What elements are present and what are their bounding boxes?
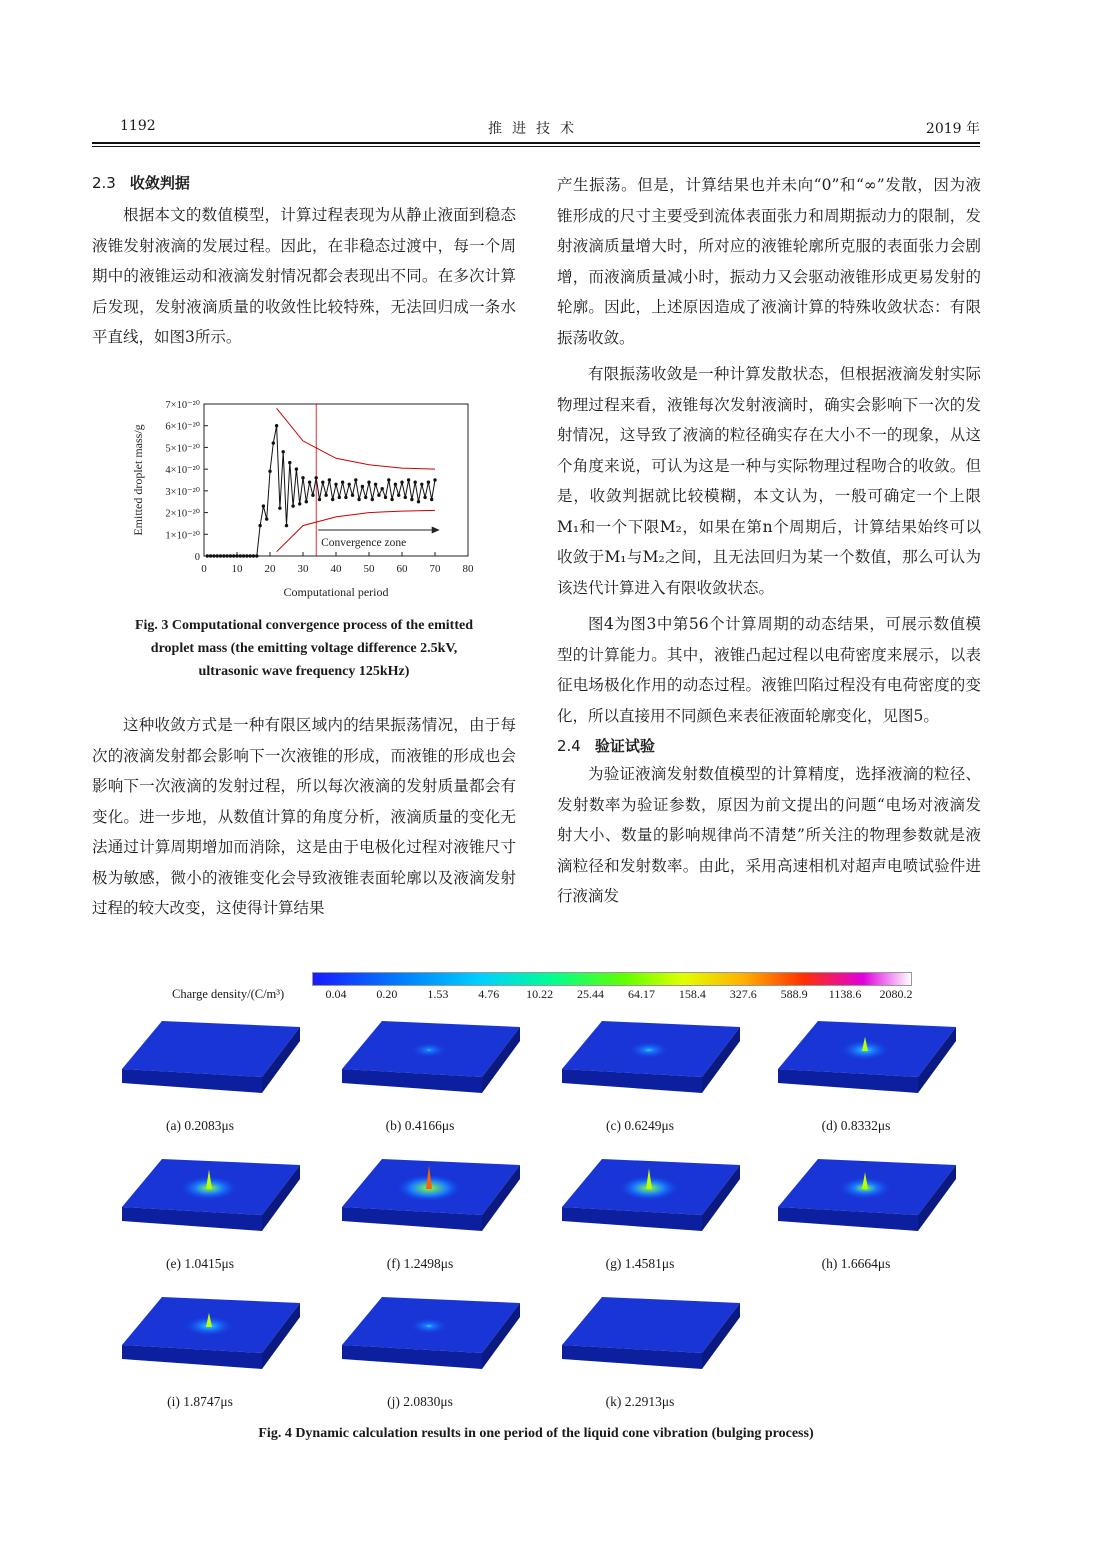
- y-tick-label: 7×10⁻²⁰: [165, 400, 200, 411]
- panel-label: (j) 2.0830μs: [387, 1394, 453, 1409]
- data-point: [420, 483, 423, 486]
- data-point: [341, 481, 344, 484]
- paragraph: 图4为图3中第56个计算周期的动态结果，可展示数值模型的计算能力。其中，液锥凸起过程以电荷密度来展示，以表征电场极化作用的动态过程。液锥凹陷过程没有电荷密度的变化，所以直接用不同颜色来表征液面轮廓变化，见图5。: [557, 615, 981, 725]
- data-point: [282, 450, 285, 453]
- colorbar-tick-label: 64.17: [627, 987, 655, 1001]
- data-point: [258, 524, 261, 527]
- data-point: [417, 500, 420, 503]
- data-point: [371, 498, 374, 501]
- data-point: [334, 483, 337, 486]
- simulation-panel: [112, 1014, 312, 1124]
- y-tick-label: 1×10⁻²⁰: [165, 530, 200, 542]
- y-tick-label: 3×10⁻²⁰: [165, 486, 200, 498]
- y-tick-label: 6×10⁻²⁰: [165, 421, 200, 433]
- convergence-zone-label: Convergence zone: [321, 537, 407, 550]
- simulation-panel: [552, 1152, 752, 1262]
- charge-spot: [627, 1041, 670, 1059]
- data-point: [229, 554, 232, 557]
- left-column-bottom: [92, 710, 516, 924]
- colorbar-tick-label: 4.76: [478, 987, 500, 1001]
- data-point: [331, 498, 334, 501]
- section-heading-2-3: [92, 170, 516, 196]
- panel-label: (k) 2.2913μs: [605, 1394, 675, 1409]
- data-point: [255, 554, 258, 557]
- fig3-chart: [120, 392, 490, 614]
- data-point: [232, 554, 235, 557]
- upper-envelope-line: [277, 408, 435, 469]
- y-tick-label: 2×10⁻²⁰: [165, 508, 200, 520]
- paragraph: 这种收敛方式是一种有限区域内的结果振荡情况，由于每次的液滴发射都会影响下一次液锥的形成，而液锥的形成也会影响下一次液滴的发射过程，所以每次液滴的发射质量都会有变化。进一步地，从数值计算的角度分析，液滴质量的变化无法通过计算周期增加而消除，这是由于电极化过程对液锥尺寸极为敏感，微小的液锥变化会导致液锥表面轮廓以及液滴发射过程的较大改变，这使得计算结果: [92, 716, 516, 917]
- data-point: [364, 496, 367, 499]
- data-point: [390, 498, 393, 501]
- simulation-panel: [332, 1014, 532, 1124]
- simulation-panel: [768, 1152, 968, 1262]
- data-point: [338, 496, 341, 499]
- data-point: [348, 483, 351, 486]
- y-tick-label: 4×10⁻²⁰: [165, 465, 200, 477]
- panel-label: (d) 0.8332μs: [821, 1118, 891, 1133]
- data-point: [321, 481, 324, 484]
- data-point: [367, 481, 370, 484]
- charge-spot: [410, 1042, 449, 1059]
- data-point: [354, 478, 357, 481]
- data-point: [423, 496, 426, 499]
- x-tick-label: 80: [462, 563, 474, 575]
- header-rule: [92, 142, 980, 144]
- data-point: [410, 498, 413, 501]
- section-heading-2-4: [557, 733, 981, 759]
- simulation-panel: [112, 1152, 312, 1262]
- panel-label: (h) 1.6664μs: [821, 1256, 891, 1271]
- data-point: [433, 478, 436, 481]
- section-number: 2.4: [557, 737, 581, 755]
- data-point: [351, 494, 354, 497]
- data-point: [249, 554, 252, 557]
- data-point: [288, 461, 291, 464]
- panel-label: (c) 0.6249μs: [606, 1118, 674, 1133]
- data-point: [324, 494, 327, 497]
- data-point: [245, 554, 248, 557]
- data-point: [298, 502, 301, 505]
- colorbar-tick-label: 158.4: [678, 987, 706, 1001]
- data-point: [295, 467, 298, 470]
- data-point: [268, 470, 271, 473]
- data-point: [308, 481, 311, 484]
- fig3-caption-line: droplet mass (the emitting voltage difference 2.5kV,: [150, 641, 458, 656]
- data-point: [305, 500, 308, 503]
- simulation-panel: [552, 1014, 752, 1124]
- fig3-caption: [92, 614, 516, 683]
- simulation-panel: [332, 1290, 532, 1400]
- data-point: [225, 554, 228, 557]
- panel-label: (f) 1.2498μs: [386, 1256, 454, 1271]
- paragraph: 有限振荡收敛是一种计算发散状态，但根据液滴发射实际物理过程来看，液锥每次发射液滴时，确实会影响下一次的发射情况，这导致了液滴的粒径确实存在大小不一的现象，从这个角度来说，可认为这是一种与实际物理过程吻合的收敛。但是，收敛判据就比较模糊，本文认为，一般可确定一个上限M₁和一个下限M₂，如果在第n个周期后，计算结果始终可以收敛于M₁与M₂之间，且无法回归为某一个数值，那么可认为该迭代计算进入有限收敛状态。: [557, 365, 981, 597]
- simulation-panel: [552, 1290, 752, 1400]
- data-point: [427, 481, 430, 484]
- data-point: [357, 498, 360, 501]
- data-point: [206, 554, 209, 557]
- data-point: [404, 496, 407, 499]
- arrow-head: [432, 526, 440, 533]
- x-tick-label: 50: [363, 563, 375, 575]
- data-point: [272, 441, 275, 444]
- charge-spot: [408, 1317, 449, 1334]
- x-tick-label: 70: [429, 563, 441, 575]
- colorbar-tick-label: 0.04: [325, 987, 347, 1001]
- panel-label: (i) 1.8747μs: [167, 1394, 233, 1409]
- colorbar-tick-label: 25.44: [577, 987, 605, 1001]
- data-point: [344, 496, 347, 499]
- data-point: [315, 476, 318, 479]
- paragraph: 根据本文的数值模型，计算过程表现为从静止液面到稳态液锥发射液滴的发展过程。因此，在非稳态过渡中，每一个周期中的液锥运动和液滴发射情况都会表现出不同。在多次计算后发现，发射液滴质量的收敛性比较特殊，无法回归成一条水平直线，如图3所示。: [92, 206, 516, 346]
- simulation-panel: [332, 1152, 532, 1262]
- simulation-panel: [112, 1290, 312, 1400]
- data-point: [328, 478, 331, 481]
- data-point: [414, 481, 417, 484]
- data-point: [239, 554, 242, 557]
- left-column-top: [92, 170, 516, 353]
- data-point: [377, 494, 380, 497]
- right-column: [557, 170, 981, 912]
- y-tick-label: 0: [194, 552, 200, 563]
- panel-label: (e) 1.0415μs: [166, 1256, 234, 1271]
- data-point: [265, 517, 268, 520]
- section-title: 验证试验: [594, 737, 655, 755]
- page-number: 1192: [120, 118, 156, 134]
- x-tick-label: 30: [297, 563, 309, 575]
- data-point: [222, 554, 225, 557]
- simulation-panel: [768, 1014, 968, 1124]
- x-tick-label: 20: [264, 563, 276, 575]
- plot-frame: [204, 404, 468, 556]
- colorbar-ticks: [318, 987, 913, 1003]
- colorbar-tick-label: 588.9: [780, 987, 808, 1001]
- data-point: [318, 498, 321, 501]
- x-axis-label: Computational period: [283, 585, 389, 599]
- data-point: [387, 478, 390, 481]
- journal-name: 推进技术: [488, 121, 584, 137]
- data-point: [235, 554, 238, 557]
- paragraph: 产生振荡。但是，计算结果也并未向“0”和“∞”发散，因为液锥形成的尺寸主要受到流体表面张力和周期振动力的限制，发射液滴质量增大时，所对应的液锥轮廓所克服的表面张力会剧增，而液滴质量减小时，振动力又会驱动液锥形成更易发射的轮廓。因此，上述原因造成了液滴计算的特殊收敛状态：有限振荡收敛。: [557, 176, 981, 347]
- colorbar-tick-label: 10.22: [526, 987, 554, 1001]
- fig3-caption-line: ultrasonic wave frequency 125kHz): [198, 664, 410, 679]
- colorbar-tick-label: 1138.6: [828, 987, 862, 1001]
- x-tick-label: 0: [201, 563, 207, 575]
- data-point: [394, 483, 397, 486]
- data-point: [262, 504, 265, 507]
- panel-label: (g) 1.4581μs: [605, 1256, 675, 1271]
- data-point: [252, 554, 255, 557]
- data-point: [381, 487, 384, 490]
- data-point: [407, 478, 410, 481]
- running-header: [92, 118, 980, 140]
- fig3-caption-line: Fig. 3 Computational convergence process of the emitted: [134, 618, 474, 633]
- y-axis-label: Emitted droplet mass/g: [131, 424, 145, 536]
- data-point: [361, 485, 364, 488]
- section-number: 2.3: [92, 174, 116, 192]
- data-point: [242, 554, 245, 557]
- data-point: [212, 554, 215, 557]
- y-tick-label: 5×10⁻²⁰: [165, 443, 200, 455]
- data-point: [430, 498, 433, 501]
- colorbar-tick-label: 2080.2: [879, 987, 913, 1001]
- colorbar-tick-label: 327.6: [729, 987, 757, 1001]
- fig4-caption: Fig. 4 Dynamic calculation results in one period of the liquid cone vibration (bulging process): [258, 1426, 814, 1441]
- x-tick-label: 10: [231, 563, 243, 575]
- data-point: [216, 554, 219, 557]
- paragraph: 为验证液滴发射数值模型的计算精度，选择液滴的粒径、发射数率为验证参数，原因为前文提出的问题“电场对液滴发射大小、数量的影响规律尚不清楚”所关注的物理参数就是液滴粒径和发射数率。由此，采用高速相机对超声电喷试验件进行液滴发: [557, 765, 981, 905]
- colorbar-tick-label: 1.53: [427, 987, 449, 1001]
- data-point: [374, 483, 377, 486]
- colorbar-gradient: [312, 972, 912, 986]
- x-tick-label: 40: [330, 563, 342, 575]
- section-title: 收敛判据: [129, 174, 190, 192]
- colorbar-tick-label: 0.20: [376, 987, 398, 1001]
- data-point: [278, 507, 281, 510]
- data-point: [209, 554, 212, 557]
- data-point: [291, 504, 294, 507]
- data-point: [285, 524, 288, 527]
- data-point: [301, 476, 304, 479]
- data-point: [400, 481, 403, 484]
- data-point: [219, 554, 222, 557]
- publication-year: 2019 年: [925, 121, 980, 137]
- header-rule-thin: [92, 146, 980, 147]
- data-point: [311, 494, 314, 497]
- data-point: [384, 496, 387, 499]
- panel-label: (b) 0.4166μs: [385, 1118, 455, 1133]
- data-point: [397, 494, 400, 497]
- colorbar-title: Charge density/(C/m³): [172, 987, 285, 1001]
- panel-label: (a) 0.2083μs: [166, 1118, 234, 1133]
- x-tick-label: 60: [396, 563, 408, 575]
- data-point: [275, 424, 278, 427]
